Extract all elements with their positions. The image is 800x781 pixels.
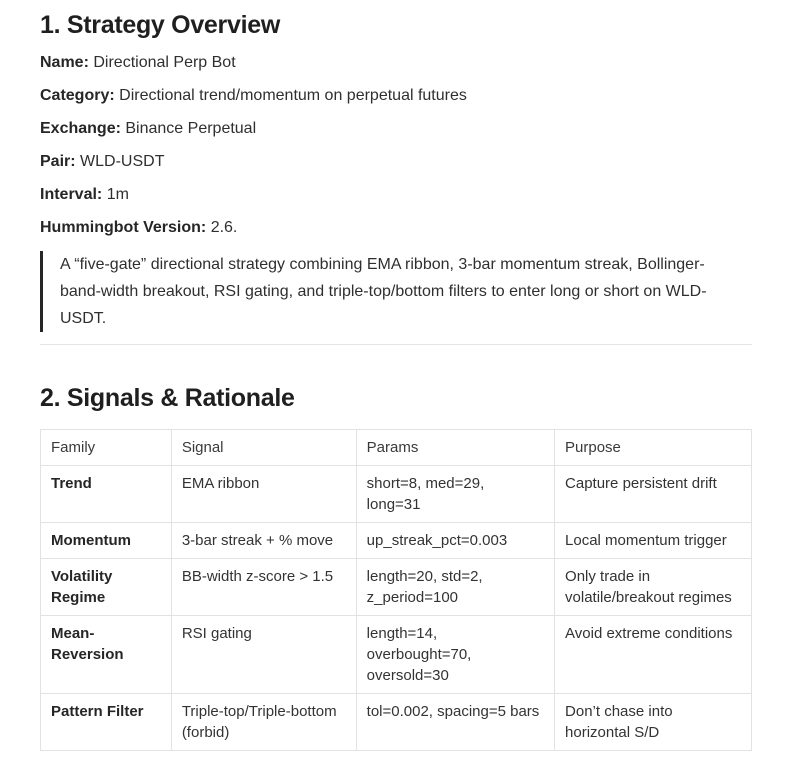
cell-signal: 3-bar streak + % move (171, 523, 356, 559)
section-1-heading: 1. Strategy Overview (40, 11, 280, 39)
cell-params: length=14, overbought=70, oversold=30 (356, 616, 554, 694)
cell-signal: RSI gating (171, 616, 356, 694)
table-row-pattern-filter (41, 694, 752, 751)
table-header-row (41, 430, 752, 466)
strategy-summary-text: A “five-gate” directional strategy combining EMA ribbon, 3-bar momentum streak, Bollinger-band-width breakout, RSI gating, and triple-top/bottom filters to enter long or short on WLD-USDT. (60, 256, 707, 327)
field-interval-value: 1m (106, 186, 129, 203)
column-header-purpose: Purpose (555, 430, 752, 466)
cell-family: Volatility Regime (41, 559, 172, 616)
cell-params: length=20, std=2, z_period=100 (356, 559, 554, 616)
cell-purpose: Only trade in volatile/breakout regimes (555, 559, 752, 616)
column-header-family: Family (41, 430, 172, 466)
table-row-trend (41, 466, 752, 523)
cell-purpose: Don’t chase into horizontal S/D (555, 694, 752, 751)
section-2-heading: 2. Signals & Rationale (40, 384, 295, 412)
field-exchange-label: Exchange: (40, 120, 121, 137)
field-category (40, 86, 752, 106)
cell-family: Momentum (41, 523, 172, 559)
field-pair-value: WLD-USDT (80, 153, 165, 170)
field-exchange-value: Binance Perpetual (125, 120, 257, 137)
strategy-summary-quote (40, 251, 752, 332)
field-pair-label: Pair: (40, 153, 76, 170)
field-interval-label: Interval: (40, 186, 103, 203)
field-pair (40, 152, 752, 172)
cell-family: Pattern Filter (41, 694, 172, 751)
section-divider (40, 344, 752, 345)
field-name-value: Directional Perp Bot (93, 54, 236, 71)
cell-signal: BB-width z-score > 1.5 (171, 559, 356, 616)
field-interval (40, 185, 752, 205)
column-header-signal: Signal (171, 430, 356, 466)
field-exchange (40, 119, 752, 139)
column-header-params: Params (356, 430, 554, 466)
cell-params: tol=0.002, spacing=5 bars (356, 694, 554, 751)
field-name (40, 53, 752, 73)
cell-purpose: Capture persistent drift (555, 466, 752, 523)
signals-rationale-table (40, 429, 752, 751)
field-hummingbot-version-value: 2.6. (210, 219, 238, 236)
cell-purpose: Local momentum trigger (555, 523, 752, 559)
field-hummingbot-version-label: Hummingbot Version: (40, 219, 207, 236)
field-category-label: Category: (40, 87, 115, 104)
cell-purpose: Avoid extreme conditions (555, 616, 752, 694)
table-row-mean-reversion (41, 616, 752, 694)
cell-family: Trend (41, 466, 172, 523)
cell-signal: Triple-top/Triple-bottom (forbid) (171, 694, 356, 751)
field-name-label: Name: (40, 54, 89, 71)
cell-params: short=8, med=29, long=31 (356, 466, 554, 523)
cell-family: Mean-Reversion (41, 616, 172, 694)
table-row-volatility-regime (41, 559, 752, 616)
table-row-momentum (41, 523, 752, 559)
field-hummingbot-version (40, 218, 752, 238)
cell-signal: EMA ribbon (171, 466, 356, 523)
document (40, 0, 752, 751)
field-category-value: Directional trend/momentum on perpetual futures (119, 87, 467, 104)
cell-params: up_streak_pct=0.003 (356, 523, 554, 559)
